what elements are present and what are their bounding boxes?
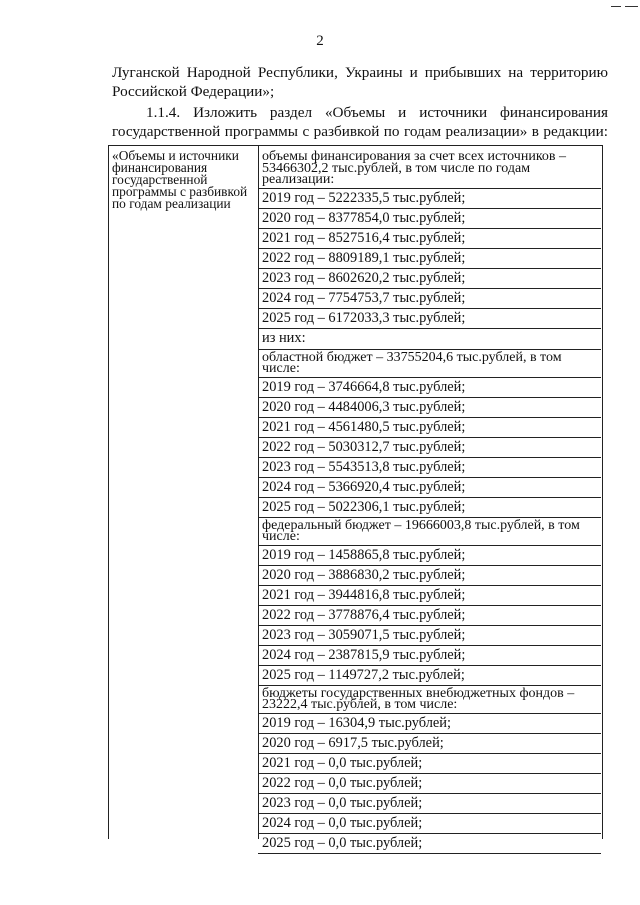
table-row: 2021 год – 3944816,8 тыс.рублей; (258, 586, 601, 606)
table-row: 2022 год – 5030312,7 тыс.рублей; (258, 438, 601, 458)
table-row: 2025 год – 6172033,3 тыс.рублей; (258, 309, 601, 329)
table-row: областной бюджет – 33755204,6 тыс.рублей, в том числе: (258, 350, 601, 378)
table-row: 2020 год – 6917,5 тыс.рублей; (258, 734, 601, 754)
table-row: 2021 год – 4561480,5 тыс.рублей; (258, 418, 601, 438)
financing-table (108, 145, 603, 851)
table-row: 2019 год – 3746664,8 тыс.рублей; (258, 378, 601, 398)
table-row: 2024 год – 7754753,7 тыс.рублей; (258, 289, 601, 309)
table-row: 2019 год – 5222335,5 тыс.рублей; (258, 189, 601, 209)
page-number: 2 (316, 33, 324, 49)
table-row: из них: (258, 329, 601, 350)
table-row: 2022 год – 8809189,1 тыс.рублей; (258, 249, 601, 269)
table-row: 2025 год – 0,0 тыс.рублей; (258, 834, 601, 854)
table-row: 2019 год – 16304,9 тыс.рублей; (258, 714, 601, 734)
paragraph-1-line-2: Российской Федерации»; (112, 83, 275, 100)
table-row: 2019 год – 1458865,8 тыс.рублей; (258, 546, 601, 566)
table-row: 2024 год – 2387815,9 тыс.рублей; (258, 646, 601, 666)
table-row: 2025 год – 5022306,1 тыс.рублей; (258, 498, 601, 518)
table-top-border (108, 145, 603, 146)
table-right-cell (258, 149, 601, 854)
paragraph-2-line-2: государственной программы с разбивкой по годам реализации» в редакции: (112, 123, 608, 140)
table-row: 2023 год – 0,0 тыс.рублей; (258, 794, 601, 814)
table-row: 2024 год – 5366920,4 тыс.рублей; (258, 478, 601, 498)
paragraph-1-line-1: Луганской Народной Республики, Украины и прибывших на территорию (112, 64, 608, 81)
table-row: 2021 год – 8527516,4 тыс.рублей; (258, 229, 601, 249)
table-row: 2020 год – 4484006,3 тыс.рублей; (258, 398, 601, 418)
table-row: 2025 год – 1149727,2 тыс.рублей; (258, 666, 601, 686)
table-row: 2020 год – 8377854,0 тыс.рублей; (258, 209, 601, 229)
table-right-border (602, 145, 603, 839)
table-row: 2023 год – 8602620,2 тыс.рублей; (258, 269, 601, 289)
table-row: 2022 год – 0,0 тыс.рублей; (258, 774, 601, 794)
table-row: 2020 год – 3886830,2 тыс.рублей; (258, 566, 601, 586)
table-row: 2023 год – 5543513,8 тыс.рублей; (258, 458, 601, 478)
table-row: 2021 год – 0,0 тыс.рублей; (258, 754, 601, 774)
table-left-border (108, 145, 109, 839)
table-row: 2022 год – 3778876,4 тыс.рублей; (258, 606, 601, 626)
table-row: бюджеты государственных внебюджетных фондов – 23222,4 тыс.рублей, в том числе: (258, 686, 601, 714)
table-row: 2023 год – 3059071,5 тыс.рублей; (258, 626, 601, 646)
corner-marks (607, 0, 640, 10)
table-row: федеральный бюджет – 19666003,8 тыс.рублей, в том числе: (258, 518, 601, 546)
table-left-cell: «Объемы и источники финансирования государственной программы с разбивкой по годам реализации (112, 148, 248, 211)
paragraph-2-line-1: 1.1.4. Изложить раздел «Объемы и источники финансирования (146, 104, 608, 121)
table-row: объемы финансирования за счет всех источников – 53466302,2 тыс.рублей, в том числе по годам реализации: (258, 149, 601, 189)
table-row: 2024 год – 0,0 тыс.рублей; (258, 814, 601, 834)
